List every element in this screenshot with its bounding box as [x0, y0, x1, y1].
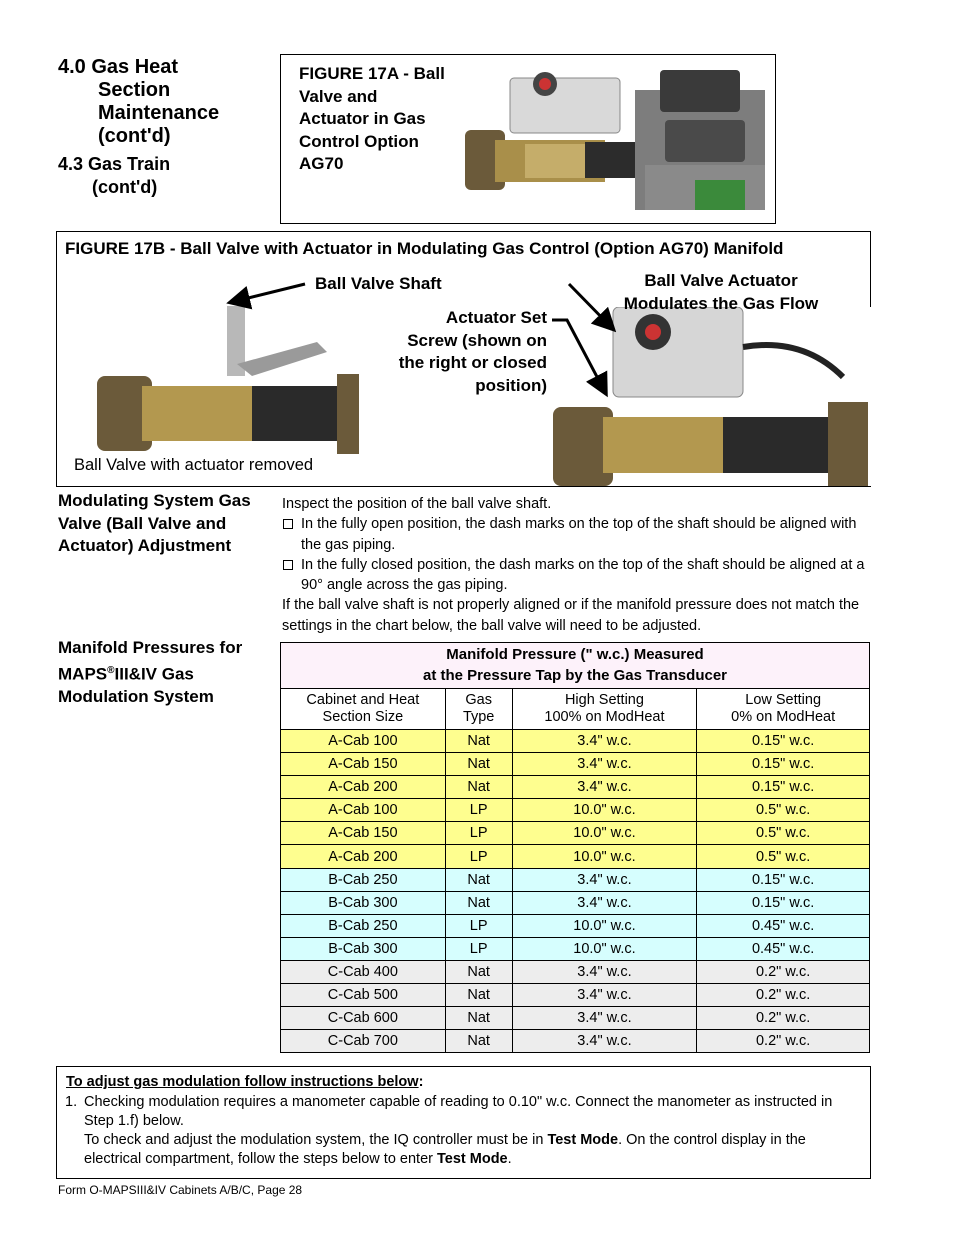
table-row — [281, 937, 870, 960]
figure-17a — [280, 54, 776, 224]
label-ball-valve-actuator: Ball Valve Actuator Modulates the Gas Flow — [623, 271, 819, 313]
table-body — [281, 730, 870, 1053]
instructions-heading-text: To adjust gas modulation follow instructions below — [66, 1074, 419, 1090]
table-cell: 3.4" w.c. — [512, 868, 697, 891]
table-cell: C-Cab 400 — [281, 960, 446, 983]
table-cell: A-Cab 200 — [281, 776, 446, 799]
figure-17b-title: FIGURE 17B - Ball Valve with Actuator in Modulating Gas Control (Option AG70) Manifold — [65, 239, 784, 258]
bullet-open — [282, 514, 876, 555]
column-header — [512, 689, 697, 730]
table-cell: 3.4" w.c. — [512, 753, 697, 776]
table-cell: 3.4" w.c. — [512, 984, 697, 1007]
table-row — [281, 845, 870, 868]
table-cell: C-Cab 600 — [281, 1007, 446, 1030]
table-cell: 3.4" w.c. — [512, 776, 697, 799]
instructions-box — [56, 1066, 871, 1179]
table-row — [281, 1030, 870, 1053]
table-row — [281, 730, 870, 753]
pressures-heading-post: III&IV Gas Modulation System — [58, 664, 214, 706]
table-cell: A-Cab 200 — [281, 845, 446, 868]
table-cell: B-Cab 300 — [281, 937, 446, 960]
table-cell: LP — [445, 845, 512, 868]
manifold-pressure-table — [280, 642, 870, 1053]
table-cell: LP — [445, 937, 512, 960]
figure-17b — [56, 231, 871, 487]
test-mode-bold-1: Test Mode — [547, 1132, 619, 1148]
table-cell: 3.4" w.c. — [512, 730, 697, 753]
step-line-2-mid: . On the control display in the electrical compartment, follow the steps below to enter — [84, 1132, 806, 1167]
table-title-line2: at the Pressure Tap by the Gas Transducer — [423, 666, 727, 684]
table-cell: 0.5" w.c. — [697, 845, 870, 868]
column-header-line: 100% on ModHeat — [544, 709, 665, 725]
table-cell: Nat — [445, 753, 512, 776]
step-line-2-end: . — [507, 1151, 512, 1167]
table-cell: B-Cab 300 — [281, 891, 446, 914]
table-cell: Nat — [445, 1030, 512, 1053]
adjustment-intro: Inspect the position of the ball valve shaft. — [282, 496, 552, 512]
table-row — [281, 753, 870, 776]
subsection-title-rest: (cont'd) — [92, 177, 158, 197]
registered-mark: ® — [107, 664, 115, 676]
table-row — [281, 822, 870, 845]
table-cell: Nat — [445, 868, 512, 891]
adjustment-text — [282, 494, 876, 636]
table-cell: B-Cab 250 — [281, 914, 446, 937]
table-row — [281, 984, 870, 1007]
adjustment-closing: If the ball valve shaft is not properly aligned or if the manifold pressure does not match the settings in the chart below, the ball valve will need to be adjusted. — [282, 597, 860, 634]
column-header-line: 0% on ModHeat — [731, 709, 836, 725]
instruction-step-1 — [65, 1093, 865, 1169]
table-cell: Nat — [445, 776, 512, 799]
checkbox-icon — [283, 519, 293, 529]
page-footer: Form O-MAPSIII&IV Cabinets A/B/C, Page 28 — [58, 1183, 303, 1197]
table-cell: 3.4" w.c. — [512, 1030, 697, 1053]
bullet-closed-text: In the fully closed position, the dash marks on the top of the shaft should be aligned at a 90° angle across the gas piping. — [301, 556, 865, 594]
label-ball-valve-shaft: Ball Valve Shaft — [315, 274, 442, 293]
pressures-heading-pre: Manifold Pressures for MAPS — [58, 638, 243, 684]
step-line-1: Checking modulation requires a manometer capable of reading to 0.10" w.c. Connect the manometer as instructed in Step 1.f) below. — [84, 1094, 833, 1129]
table-cell: 10.0" w.c. — [512, 822, 697, 845]
table-row — [281, 1007, 870, 1030]
step-number: 1. — [65, 1094, 78, 1110]
table-row — [281, 914, 870, 937]
table-cell: 0.15" w.c. — [697, 753, 870, 776]
table-cell: LP — [445, 822, 512, 845]
subsection-title — [58, 153, 258, 199]
table-row — [281, 799, 870, 822]
column-header-line: Section Size — [322, 709, 404, 725]
column-header — [445, 689, 512, 730]
table-cell: 10.0" w.c. — [512, 845, 697, 868]
table-cell: 0.2" w.c. — [697, 1007, 870, 1030]
table-cell: Nat — [445, 1007, 512, 1030]
table-cell: A-Cab 100 — [281, 730, 446, 753]
table-cell: A-Cab 150 — [281, 753, 446, 776]
table-cell: 0.15" w.c. — [697, 776, 870, 799]
table-cell: Nat — [445, 960, 512, 983]
column-header-line: Type — [462, 709, 495, 725]
section-title-line1: 4.0 Gas Heat — [58, 56, 179, 78]
subsection-title-line1: 4.3 Gas Train — [58, 154, 171, 174]
column-header-line: High Setting — [564, 691, 644, 708]
table-cell: 10.0" w.c. — [512, 937, 697, 960]
table-column-headers — [281, 689, 870, 730]
column-header-line: Gas — [465, 691, 492, 708]
table-cell: 0.45" w.c. — [697, 937, 870, 960]
column-header-line: Low Setting — [745, 691, 822, 708]
table-title-line1: Manifold Pressure (" w.c.) Measured — [446, 646, 704, 663]
pressures-heading — [58, 637, 258, 708]
figure-17a-caption: FIGURE 17A - Ball Valve and Actuator in Gas Control Option AG70 — [299, 64, 445, 173]
test-mode-bold-2: Test Mode — [437, 1151, 508, 1167]
section-title — [58, 56, 258, 148]
column-header — [697, 689, 870, 730]
adjustment-heading: Modulating System Gas Valve (Ball Valve and Actuator) Adjustment — [58, 491, 251, 555]
table-cell: C-Cab 500 — [281, 984, 446, 1007]
figure-17b-caption: Ball Valve with actuator removed — [74, 456, 314, 474]
table-row — [281, 776, 870, 799]
table-cell: 0.15" w.c. — [697, 891, 870, 914]
table-title — [281, 643, 870, 689]
instructions-heading — [66, 1073, 423, 1092]
instructions-heading-colon: : — [418, 1074, 424, 1090]
table-cell: B-Cab 250 — [281, 868, 446, 891]
table-cell: 0.2" w.c. — [697, 1030, 870, 1053]
table-cell: C-Cab 700 — [281, 1030, 446, 1053]
table-row — [281, 868, 870, 891]
table-cell: 0.45" w.c. — [697, 914, 870, 937]
ball-valve-actuator-photo — [465, 60, 775, 222]
table-cell: 0.5" w.c. — [697, 822, 870, 845]
section-title-rest: Section Maintenance (cont'd) — [98, 79, 220, 147]
table-cell: Nat — [445, 891, 512, 914]
table-cell: A-Cab 150 — [281, 822, 446, 845]
step-line-2-pre: To check and adjust the modulation system, the IQ controller must be in — [84, 1132, 548, 1148]
table-cell: 3.4" w.c. — [512, 891, 697, 914]
step-line-2 — [84, 1131, 865, 1169]
table-cell: 0.15" w.c. — [697, 730, 870, 753]
table-cell: A-Cab 100 — [281, 799, 446, 822]
table-cell: 0.15" w.c. — [697, 868, 870, 891]
table-cell: 3.4" w.c. — [512, 960, 697, 983]
table-cell: LP — [445, 914, 512, 937]
table-cell: 10.0" w.c. — [512, 914, 697, 937]
label-actuator-set-screw: Actuator Set Screw (shown on the right or closed position) — [398, 308, 547, 395]
table-row — [281, 891, 870, 914]
table-cell: 0.2" w.c. — [697, 984, 870, 1007]
table-cell: 3.4" w.c. — [512, 1007, 697, 1030]
bullet-open-text: In the fully open position, the dash marks on the top of the shaft should be aligned with the gas piping. — [301, 516, 857, 553]
table-cell: 0.5" w.c. — [697, 799, 870, 822]
table-row — [281, 960, 870, 983]
checkbox-icon — [283, 560, 293, 570]
bullet-closed — [282, 555, 876, 596]
column-header-line: Cabinet and Heat — [306, 691, 420, 708]
table-cell: Nat — [445, 984, 512, 1007]
table-cell: LP — [445, 799, 512, 822]
table-cell: 0.2" w.c. — [697, 960, 870, 983]
column-header — [281, 689, 446, 730]
table-cell: Nat — [445, 730, 512, 753]
table-cell: 10.0" w.c. — [512, 799, 697, 822]
